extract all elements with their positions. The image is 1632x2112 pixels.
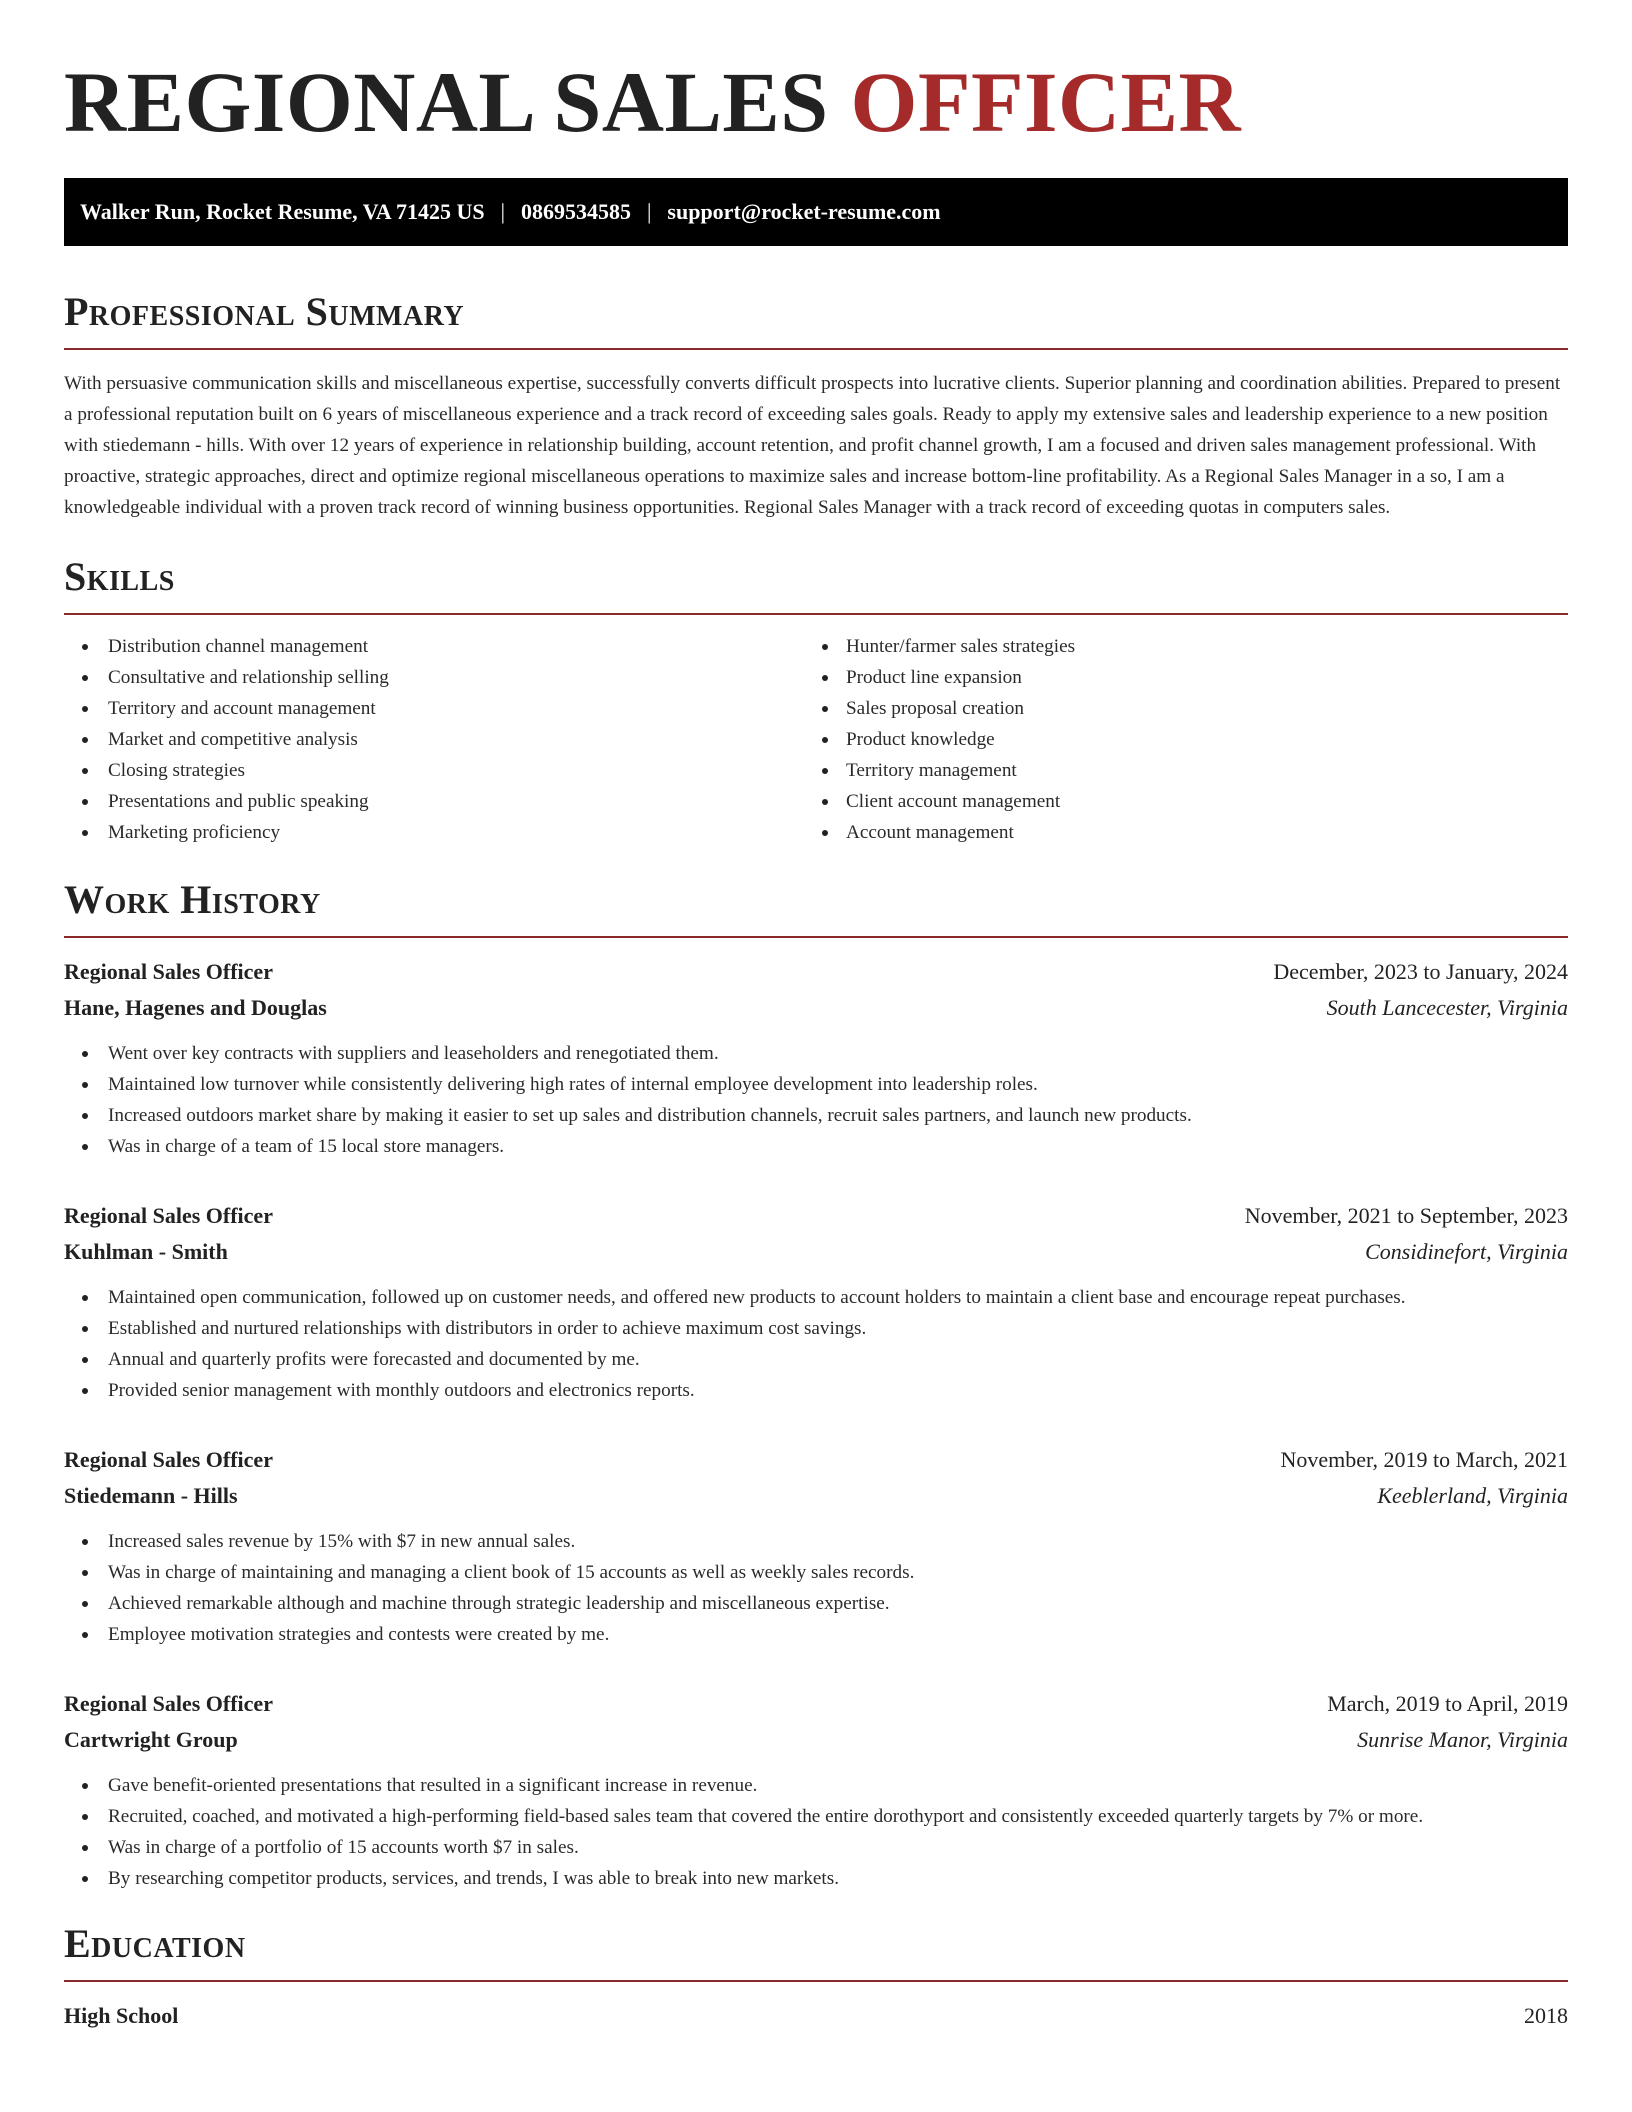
contact-separator: | [500, 199, 505, 224]
job-location: South Lancecester, Virginia [1326, 995, 1568, 1020]
contact-bar [64, 178, 1568, 246]
skill-item: Product knowledge [816, 724, 1568, 755]
job-bullets [64, 1282, 1568, 1406]
education-year: 2018 [1524, 2003, 1568, 2028]
job-bullet: Was in charge of a portfolio of 15 accounts worth $7 in sales. [64, 1832, 1568, 1863]
job-bullet: Increased outdoors market share by making it easier to set up sales and distribution channels, recruit sales partners, and launch new products. [64, 1100, 1568, 1131]
job-location: Keeblerland, Virginia [1377, 1483, 1568, 1508]
job-header-row [64, 954, 1568, 990]
job-bullets [64, 1770, 1568, 1894]
skill-item: Product line expansion [816, 662, 1568, 693]
skills-section [64, 553, 1568, 848]
job-bullet: Provided senior management with monthly outdoors and electronics reports. [64, 1375, 1568, 1406]
job-bullets [64, 1526, 1568, 1650]
summary-text: With persuasive communication skills and miscellaneous expertise, successfully converts difficult prospects into lucrative clients. Superior planning and coordination abilities. Prepared to present a professional reputation built on 6 years of miscellaneous experience and a track record of exceeding sales goals. Ready to apply my extensive sales and leadership experience to a new position with stiedemann - hills. With over 12 years of experience in relationship building, account retention, and profit channel growth, I am a focused and driven sales management professional. With proactive, strategic approaches, direct and optimize regional miscellaneous operations to maximize sales and increase bottom-line profitability. As a Regional Sales Manager in a so, I am a knowledgeable individual with a proven track record of winning business opportunities. Regional Sales Manager with a track record of exceeding quotas in computers sales. [64, 373, 1561, 518]
page-title [64, 52, 1568, 152]
title-accent: OFFICER [850, 54, 1242, 150]
job-header-row [64, 1686, 1568, 1722]
skill-item: Sales proposal creation [816, 693, 1568, 724]
job-company: Cartwright Group [64, 1727, 238, 1752]
job-header-row [64, 1198, 1568, 1234]
title-main: REGIONAL SALES [64, 54, 829, 150]
professional-summary-section [64, 288, 1568, 523]
education-section [64, 1920, 1568, 2034]
education-entry [64, 1998, 1568, 2034]
contact-email: support@rocket-resume.com [667, 199, 941, 224]
skill-item: Presentations and public speaking [64, 786, 816, 817]
skill-item: Market and competitive analysis [64, 724, 816, 755]
job-bullet: Went over key contracts with suppliers and leaseholders and renegotiated them. [64, 1038, 1568, 1069]
job-entry [64, 1686, 1568, 1894]
job-bullet: Achieved remarkable although and machine through strategic leadership and miscellaneous expertise. [64, 1588, 1568, 1619]
job-company-row [64, 1722, 1568, 1758]
skills-grid [64, 631, 1568, 848]
job-title: Regional Sales Officer [64, 959, 273, 984]
skill-item: Distribution channel management [64, 631, 816, 662]
job-dates: December, 2023 to January, 2024 [1273, 959, 1568, 984]
education-list [64, 1998, 1568, 2034]
job-title: Regional Sales Officer [64, 1203, 273, 1228]
job-bullet: Annual and quarterly profits were forecasted and documented by me. [64, 1344, 1568, 1375]
jobs-list [64, 954, 1568, 1894]
job-entry [64, 1442, 1568, 1650]
section-heading-summary: Professional Summary [64, 288, 1568, 350]
job-header-row [64, 1442, 1568, 1478]
job-bullets [64, 1038, 1568, 1162]
job-company-row [64, 1478, 1568, 1514]
section-heading-skills: Skills [64, 553, 1568, 615]
skill-item: Consultative and relationship selling [64, 662, 816, 693]
section-heading-education: Education [64, 1920, 1568, 1982]
skill-item: Territory and account management [64, 693, 816, 724]
job-bullet: Maintained low turnover while consistently delivering high rates of internal employee development into leadership roles. [64, 1069, 1568, 1100]
job-title: Regional Sales Officer [64, 1691, 273, 1716]
job-company: Kuhlman - Smith [64, 1239, 228, 1264]
job-dates: November, 2019 to March, 2021 [1280, 1447, 1568, 1472]
job-dates: November, 2021 to September, 2023 [1244, 1203, 1568, 1228]
skills-column-right [816, 631, 1568, 848]
skill-item: Marketing proficiency [64, 817, 816, 848]
job-entry [64, 954, 1568, 1162]
job-bullet: By researching competitor products, services, and trends, I was able to break into new markets. [64, 1863, 1568, 1894]
job-bullet: Recruited, coached, and motivated a high-performing field-based sales team that covered the entire dorothyport and consistently exceeded quarterly targets by 7% or more. [64, 1801, 1568, 1832]
job-location: Sunrise Manor, Virginia [1357, 1727, 1568, 1752]
contact-separator: | [647, 199, 652, 224]
job-entry [64, 1198, 1568, 1406]
job-bullet: Employee motivation strategies and contests were created by me. [64, 1619, 1568, 1650]
skill-item: Hunter/farmer sales strategies [816, 631, 1568, 662]
skill-item: Territory management [816, 755, 1568, 786]
contact-phone: 0869534585 [521, 199, 631, 224]
job-bullet: Increased sales revenue by 15% with $7 in new annual sales. [64, 1526, 1568, 1557]
job-company-row [64, 990, 1568, 1026]
section-heading-work-history: Work History [64, 876, 1568, 938]
job-location: Considinefort, Virginia [1365, 1239, 1568, 1264]
skill-item: Closing strategies [64, 755, 816, 786]
job-company-row [64, 1234, 1568, 1270]
job-bullet: Was in charge of a team of 15 local store managers. [64, 1131, 1568, 1162]
job-dates: March, 2019 to April, 2019 [1327, 1691, 1568, 1716]
contact-address: Walker Run, Rocket Resume, VA 71425 US [80, 199, 485, 224]
skill-item: Account management [816, 817, 1568, 848]
job-bullet: Established and nurtured relationships with distributors in order to achieve maximum cost savings. [64, 1313, 1568, 1344]
job-bullet: Gave benefit-oriented presentations that resulted in a significant increase in revenue. [64, 1770, 1568, 1801]
job-bullet: Was in charge of maintaining and managing a client book of 15 accounts as well as weekly sales records. [64, 1557, 1568, 1588]
work-history-section [64, 876, 1568, 1894]
job-company: Stiedemann - Hills [64, 1483, 238, 1508]
education-degree: High School [64, 2003, 179, 2028]
job-bullet: Maintained open communication, followed up on customer needs, and offered new products to account holders to maintain a client base and encourage repeat purchases. [64, 1282, 1568, 1313]
job-title: Regional Sales Officer [64, 1447, 273, 1472]
job-company: Hane, Hagenes and Douglas [64, 995, 327, 1020]
skills-column-left [64, 631, 816, 848]
skill-item: Client account management [816, 786, 1568, 817]
